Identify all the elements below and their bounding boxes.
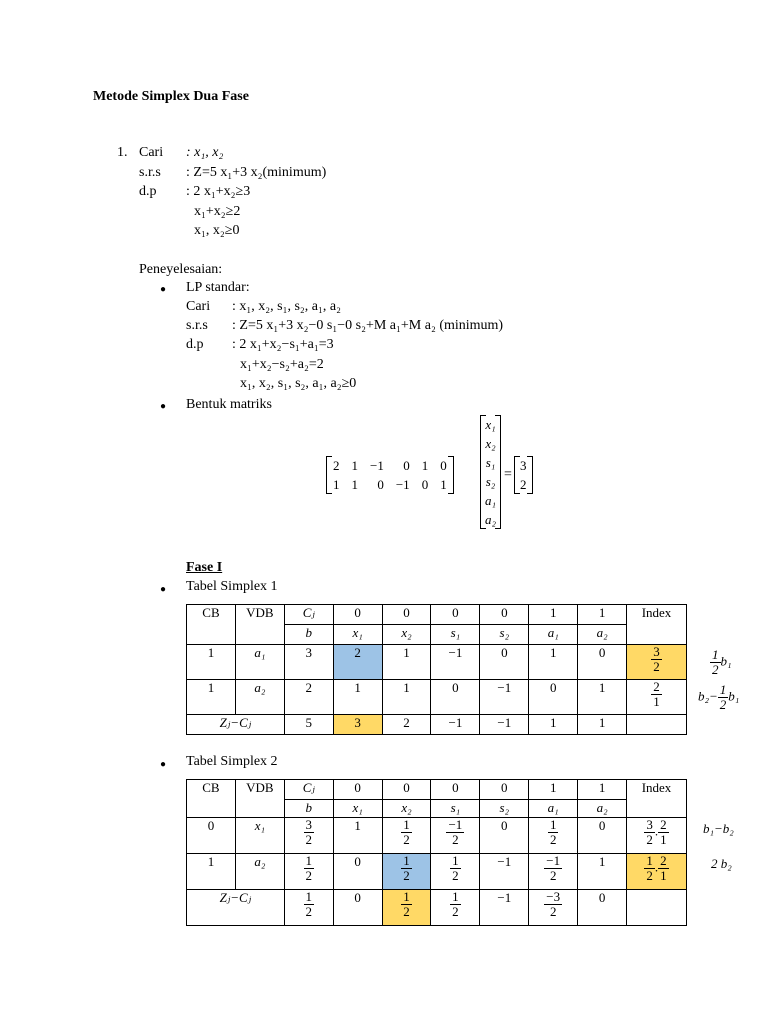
denominator: 2: [653, 659, 660, 674]
table-cell: 1: [187, 854, 236, 890]
denominator: 2: [305, 868, 312, 883]
header-cost: 0: [333, 605, 382, 625]
matrix-cell: 1: [440, 476, 447, 492]
denominator: 2: [452, 904, 459, 919]
row-operation-2: [698, 683, 739, 712]
denominator: 1: [660, 832, 667, 847]
table-cell: 1: [578, 680, 627, 715]
header-cost: 0: [431, 605, 480, 625]
numerator: 1: [452, 853, 459, 868]
table-cell: −1: [431, 645, 480, 680]
numerator: −1: [448, 817, 463, 832]
numerator: 2: [660, 817, 667, 832]
coefficient-matrix: [326, 456, 454, 494]
denominator: 2: [549, 832, 557, 847]
matrix-cell: −1: [370, 457, 384, 473]
z-row-label: Zⱼ−Cⱼ: [187, 890, 285, 926]
numerator: 1: [549, 817, 557, 832]
table-cell: 1: [382, 680, 431, 715]
fraction: [304, 890, 315, 919]
z-row-label: Zⱼ−Cⱼ: [187, 715, 285, 735]
lp-srs-label: s.r.s: [186, 318, 208, 333]
entering-cell: 3: [333, 715, 382, 735]
table-cell: 1: [529, 715, 578, 735]
table-cell: 1: [333, 818, 382, 854]
pivot-cell: [382, 854, 431, 890]
table-cell: −1: [480, 680, 529, 715]
table1-caption: Tabel Simplex 1: [186, 579, 278, 594]
header-var: x₁: [333, 800, 382, 818]
vector-cell: x₁: [485, 416, 496, 432]
lp-dp-line-2: x₁+x₂−s₂+a₂=2: [240, 357, 324, 372]
table-cell: 5: [284, 715, 333, 735]
numerator: 1: [305, 853, 312, 868]
table-cell: −1: [480, 854, 529, 890]
index-cell: [627, 645, 687, 680]
bullet-icon: ●: [160, 759, 167, 770]
header-cj: Cⱼ: [284, 605, 333, 625]
fraction: [401, 890, 412, 919]
table-cell: 0: [578, 890, 627, 926]
header-var: s₁: [431, 800, 480, 818]
table-cell: x₁: [235, 818, 284, 854]
denominator: 2: [403, 868, 410, 883]
denominator: 2: [549, 868, 557, 883]
table-cell: 1: [382, 645, 431, 680]
matrix-cell: 2: [333, 457, 340, 473]
header-var: a₂: [578, 625, 627, 645]
table-cell: [284, 854, 333, 890]
numerator: 1: [305, 889, 312, 904]
fraction: [544, 854, 562, 883]
matrix-label: Bentuk matriks: [186, 397, 272, 412]
index-fraction: [651, 645, 662, 674]
numerator: 1: [403, 889, 410, 904]
table-cell: 2: [382, 715, 431, 735]
operation-prefix: b₂−: [698, 688, 718, 704]
table-cell: [529, 854, 578, 890]
numerator: 1: [712, 647, 719, 662]
index-cell: [627, 854, 687, 890]
numerator: 3: [305, 817, 312, 832]
operation-variable: b₁: [720, 653, 732, 669]
fraction: [644, 818, 655, 847]
index-separator: .: [654, 823, 659, 839]
header-var: x₂: [382, 800, 431, 818]
table-cell: 0: [187, 818, 236, 854]
header-b: b: [284, 625, 333, 645]
matrix-cell: 1: [333, 476, 340, 492]
numerator: 3: [646, 817, 653, 832]
table-cell: 0: [480, 818, 529, 854]
row-operation-1: [710, 648, 732, 677]
numerator: −3: [546, 889, 561, 904]
rhs-vector: [514, 456, 533, 494]
dp-line-2: x₁+x₂≥2: [194, 204, 241, 219]
cari-label: Cari: [139, 145, 164, 160]
header-var: x₂: [382, 625, 431, 645]
lp-standar-label: LP standar:: [186, 280, 250, 295]
fraction: [548, 818, 559, 847]
fraction: [644, 854, 655, 883]
table-cell: 1: [333, 680, 382, 715]
denominator: 2: [549, 904, 557, 919]
header-var: a₂: [578, 800, 627, 818]
denominator: 2: [646, 832, 653, 847]
lp-dp-line-3: x₁, x₂, s₁, s₂, a₁, a₂≥0: [240, 376, 357, 391]
denominator: 2: [719, 697, 727, 712]
table-cell: 0: [529, 680, 578, 715]
lp-dp-line-1: : 2 x₁+x₂−s₁+a₁=3: [232, 337, 334, 352]
bullet-icon: ●: [160, 284, 167, 295]
solution-heading: Peneyelesaian:: [139, 262, 223, 277]
header-var: s₂: [480, 625, 529, 645]
table-cell: 0: [333, 890, 382, 926]
operation-variable: b₁: [728, 688, 740, 704]
vector-cell: a₁: [485, 492, 497, 508]
denominator: 2: [403, 904, 410, 919]
header-cost: 0: [480, 605, 529, 625]
index-cell: [627, 818, 687, 854]
header-b: b: [284, 800, 333, 818]
table-cell: 0: [578, 645, 627, 680]
header-cost: 0: [382, 605, 431, 625]
bullet-icon: ●: [160, 401, 167, 412]
table-cell: 0: [480, 645, 529, 680]
table-cell: 0: [333, 854, 382, 890]
table-cell: 1: [578, 854, 627, 890]
cari-value: : x₁, x₂: [186, 145, 224, 160]
fraction: [304, 854, 315, 883]
lp-srs-value: : Z=5 x₁+3 x₂−0 s₁−0 s₂+M a₁+M a₂ (minimum): [232, 318, 504, 333]
vector-cell: x₂: [485, 435, 496, 451]
table-cell: [382, 818, 431, 854]
header-cb: CB: [187, 780, 236, 818]
table-cell: 3: [284, 645, 333, 680]
fraction: [401, 818, 412, 847]
rhs-cell: 3: [520, 457, 527, 473]
table-cell: 0: [578, 818, 627, 854]
header-cost: 0: [431, 780, 480, 800]
vector-cell: s₂: [485, 473, 496, 489]
table-cell: [431, 890, 480, 926]
matrix-cell: 1: [421, 457, 429, 473]
lp-dp-label: d.p: [186, 337, 204, 352]
fraction: [544, 890, 562, 919]
header-cost: 0: [480, 780, 529, 800]
fraction: [450, 890, 461, 919]
table-cell: a₂: [235, 854, 284, 890]
header-cost: 1: [529, 780, 578, 800]
matrix-cell: 0: [403, 457, 410, 473]
numerator: 1: [719, 682, 727, 697]
header-cost: 1: [578, 605, 627, 625]
srs-label: s.r.s: [139, 165, 161, 180]
table2-caption: Tabel Simplex 2: [186, 754, 278, 769]
simplex-table-1: [186, 604, 687, 735]
denominator: 1: [660, 868, 667, 883]
header-var: s₂: [480, 800, 529, 818]
table-cell: [529, 890, 578, 926]
numerator: 1: [403, 853, 410, 868]
table-cell: [431, 854, 480, 890]
fraction: [446, 818, 464, 847]
dp-label: d.p: [139, 184, 157, 199]
srs-value: : Z=5 x₁+3 x₂(minimum): [186, 165, 327, 180]
index-separator: .: [654, 859, 659, 875]
fraction: [450, 854, 461, 883]
matrix-cell: −1: [395, 476, 410, 492]
header-index: Index: [627, 780, 687, 818]
numerator: 2: [660, 853, 667, 868]
denominator: 1: [653, 694, 660, 709]
table-cell: −1: [480, 715, 529, 735]
denominator: 2: [403, 832, 410, 847]
numerator: 3: [653, 644, 660, 659]
matrix-cell: 1: [351, 457, 358, 473]
header-index: Index: [627, 605, 687, 645]
matrix-cell: 0: [440, 457, 447, 473]
table-cell: [627, 715, 687, 735]
header-cb: CB: [187, 605, 236, 645]
table-cell: [284, 890, 333, 926]
table-cell: 2: [284, 680, 333, 715]
table-cell: 1: [187, 680, 236, 715]
row-operation-3: b₁−b₂: [703, 821, 734, 836]
rhs-cell: 2: [520, 476, 527, 492]
matrix-cell: 0: [421, 476, 429, 492]
simplex-table-2: [186, 779, 687, 926]
vector-cell: a₂: [485, 511, 497, 527]
table-cell: [284, 818, 333, 854]
header-cost: 1: [529, 605, 578, 625]
denominator: 2: [452, 832, 459, 847]
lp-cari-value: : x₁, x₂, s₁, s₂, a₁, a₂: [232, 299, 341, 314]
matrix-cell: 0: [377, 476, 384, 492]
header-cost: 0: [333, 780, 382, 800]
table-cell: [529, 818, 578, 854]
table-cell: [627, 890, 687, 926]
header-vdb: VDB: [235, 780, 284, 818]
table-cell: 1: [578, 715, 627, 735]
table-cell: 0: [431, 680, 480, 715]
fraction: [658, 854, 669, 883]
header-cost: 0: [382, 780, 431, 800]
index-fraction: [651, 680, 662, 709]
denominator: 2: [452, 868, 459, 883]
denominator: 2: [712, 662, 719, 677]
table-cell: 1: [187, 645, 236, 680]
entering-cell: [382, 890, 431, 926]
header-vdb: VDB: [235, 605, 284, 645]
dp-line-1: : 2 x₁+x₂≥3: [186, 184, 251, 199]
fraction: [401, 854, 412, 883]
header-var: a₁: [529, 800, 578, 818]
dp-line-3: x₁, x₂≥0: [194, 223, 240, 238]
pivot-cell: 2: [333, 645, 382, 680]
denominator: 2: [646, 868, 653, 883]
operation-fraction: [718, 683, 729, 712]
numerator: 1: [646, 853, 653, 868]
row-operation-4: 2 b₂: [711, 856, 732, 871]
document-title: Metode Simplex Dua Fase: [93, 89, 249, 104]
fase-heading: Fase I: [186, 560, 223, 575]
fraction: [658, 818, 669, 847]
matrix-equals: =: [504, 467, 512, 482]
header-var: s₁: [431, 625, 480, 645]
denominator: 2: [305, 832, 312, 847]
index-cell: [627, 680, 687, 715]
table-cell: −1: [431, 715, 480, 735]
denominator: 2: [305, 904, 312, 919]
header-cj: Cⱼ: [284, 780, 333, 800]
numerator: 2: [653, 679, 660, 694]
numerator: −1: [546, 853, 561, 868]
header-cost: 1: [578, 780, 627, 800]
table-cell: a₂: [235, 680, 284, 715]
operation-fraction: [710, 648, 721, 677]
numerator: 1: [403, 817, 410, 832]
table-cell: [431, 818, 480, 854]
header-var: a₁: [529, 625, 578, 645]
problem-number: 1.: [117, 145, 128, 160]
fraction: [304, 818, 315, 847]
lp-cari-label: Cari: [186, 299, 211, 314]
table-cell: −1: [480, 890, 529, 926]
vector-cell: s₁: [485, 454, 496, 470]
table-cell: 1: [529, 645, 578, 680]
numerator: 1: [452, 889, 459, 904]
header-var: x₁: [333, 625, 382, 645]
variable-vector: [480, 415, 501, 529]
bullet-icon: ●: [160, 584, 167, 595]
matrix-cell: 1: [351, 476, 358, 492]
table-cell: a₁: [235, 645, 284, 680]
